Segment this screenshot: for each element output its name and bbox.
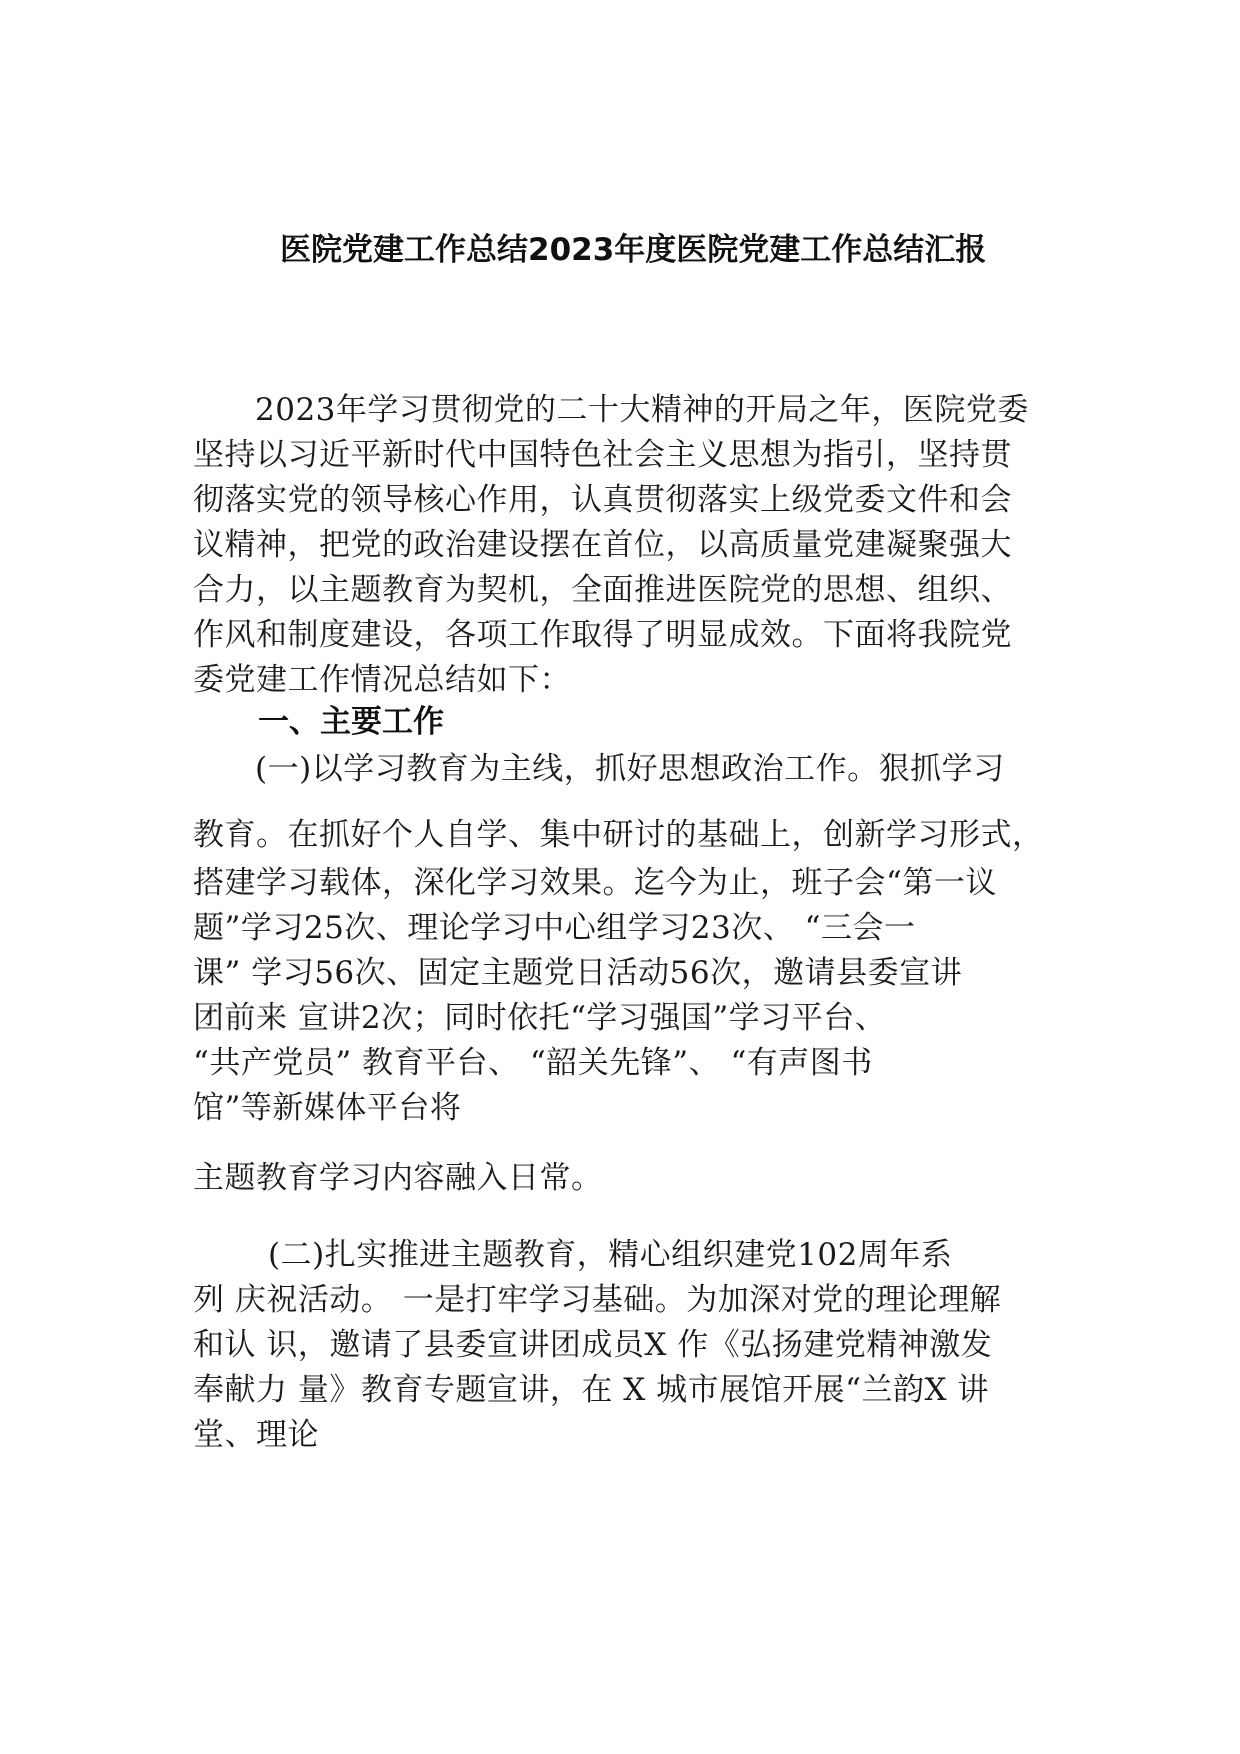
intro-line-5: 合力，以主题教育为契机，全面推进医院党的思想、组织、 (193, 572, 1012, 608)
sub2-line-2: 列 庆祝活动。 一是打牢学习基础。为加深对党的理论理解 (193, 1282, 1002, 1318)
sub1-line-1: (一)以学习教育为主线，抓好思想政治工作。狠抓学习 (255, 751, 1005, 787)
intro-line-7: 委党建工作情况总结如下： (193, 662, 571, 698)
sub1-line-4: 题”学习25次、理论学习中心组学习23次、 “三会一 (193, 910, 916, 946)
sub1-line-9: 主题教育学习内容融入日常。 (193, 1160, 603, 1196)
sub2-line-4: 奉献力 量》教育专题宣讲，在 X 城市展馆开展“兰韵X 讲 (193, 1372, 989, 1408)
sub1-line-2: 教育。在抓好个人自学、集中研讨的基础上，创新学习形式， (193, 817, 1044, 853)
intro-line-6: 作风和制度建设，各项工作取得了明显成效。下面将我院党 (193, 617, 1012, 653)
sub1-line-8: 馆”等新媒体平台将 (193, 1090, 462, 1126)
sub1-line-5: 课” 学习56次、固定主题党日活动56次，邀请县委宣讲 (193, 955, 963, 991)
sub2-line-1: (二)扎实推进主题教育，精心组织建党102周年系 (268, 1237, 953, 1273)
sub1-line-7: “共产党员” 教育平台、 “韶关先锋”、 “有声图书 (193, 1045, 873, 1081)
intro-line-2: 坚持以习近平新时代中国特色社会主义思想为指引，坚持贯 (193, 437, 1012, 473)
intro-line-1: 2023年学习贯彻党的二十大精神的开局之年，医院党委 (255, 392, 1029, 428)
sub2-line-3: 和认 识，邀请了县委宣讲团成员X 作《弘扬建党精神激发 (193, 1327, 993, 1363)
sub1-line-6: 团前来 宣讲2次；同时依托“学习强国”学习平台、 (193, 1000, 887, 1036)
intro-line-4: 议精神，把党的政治建设摆在首位，以高质量党建凝聚强大 (193, 527, 1012, 563)
section-heading-main-work: 一、主要工作 (258, 704, 444, 740)
intro-line-3: 彻落实党的领导核心作用，认真贯彻落实上级党委文件和会 (193, 482, 1012, 518)
sub1-line-3: 搭建学习载体，深化学习效果。迄今为止，班子会“第一议 (193, 865, 997, 901)
sub2-line-5: 堂、理论 (193, 1417, 319, 1453)
document-title: 医院党建工作总结2023年度医院党建工作总结汇报 (280, 232, 987, 268)
